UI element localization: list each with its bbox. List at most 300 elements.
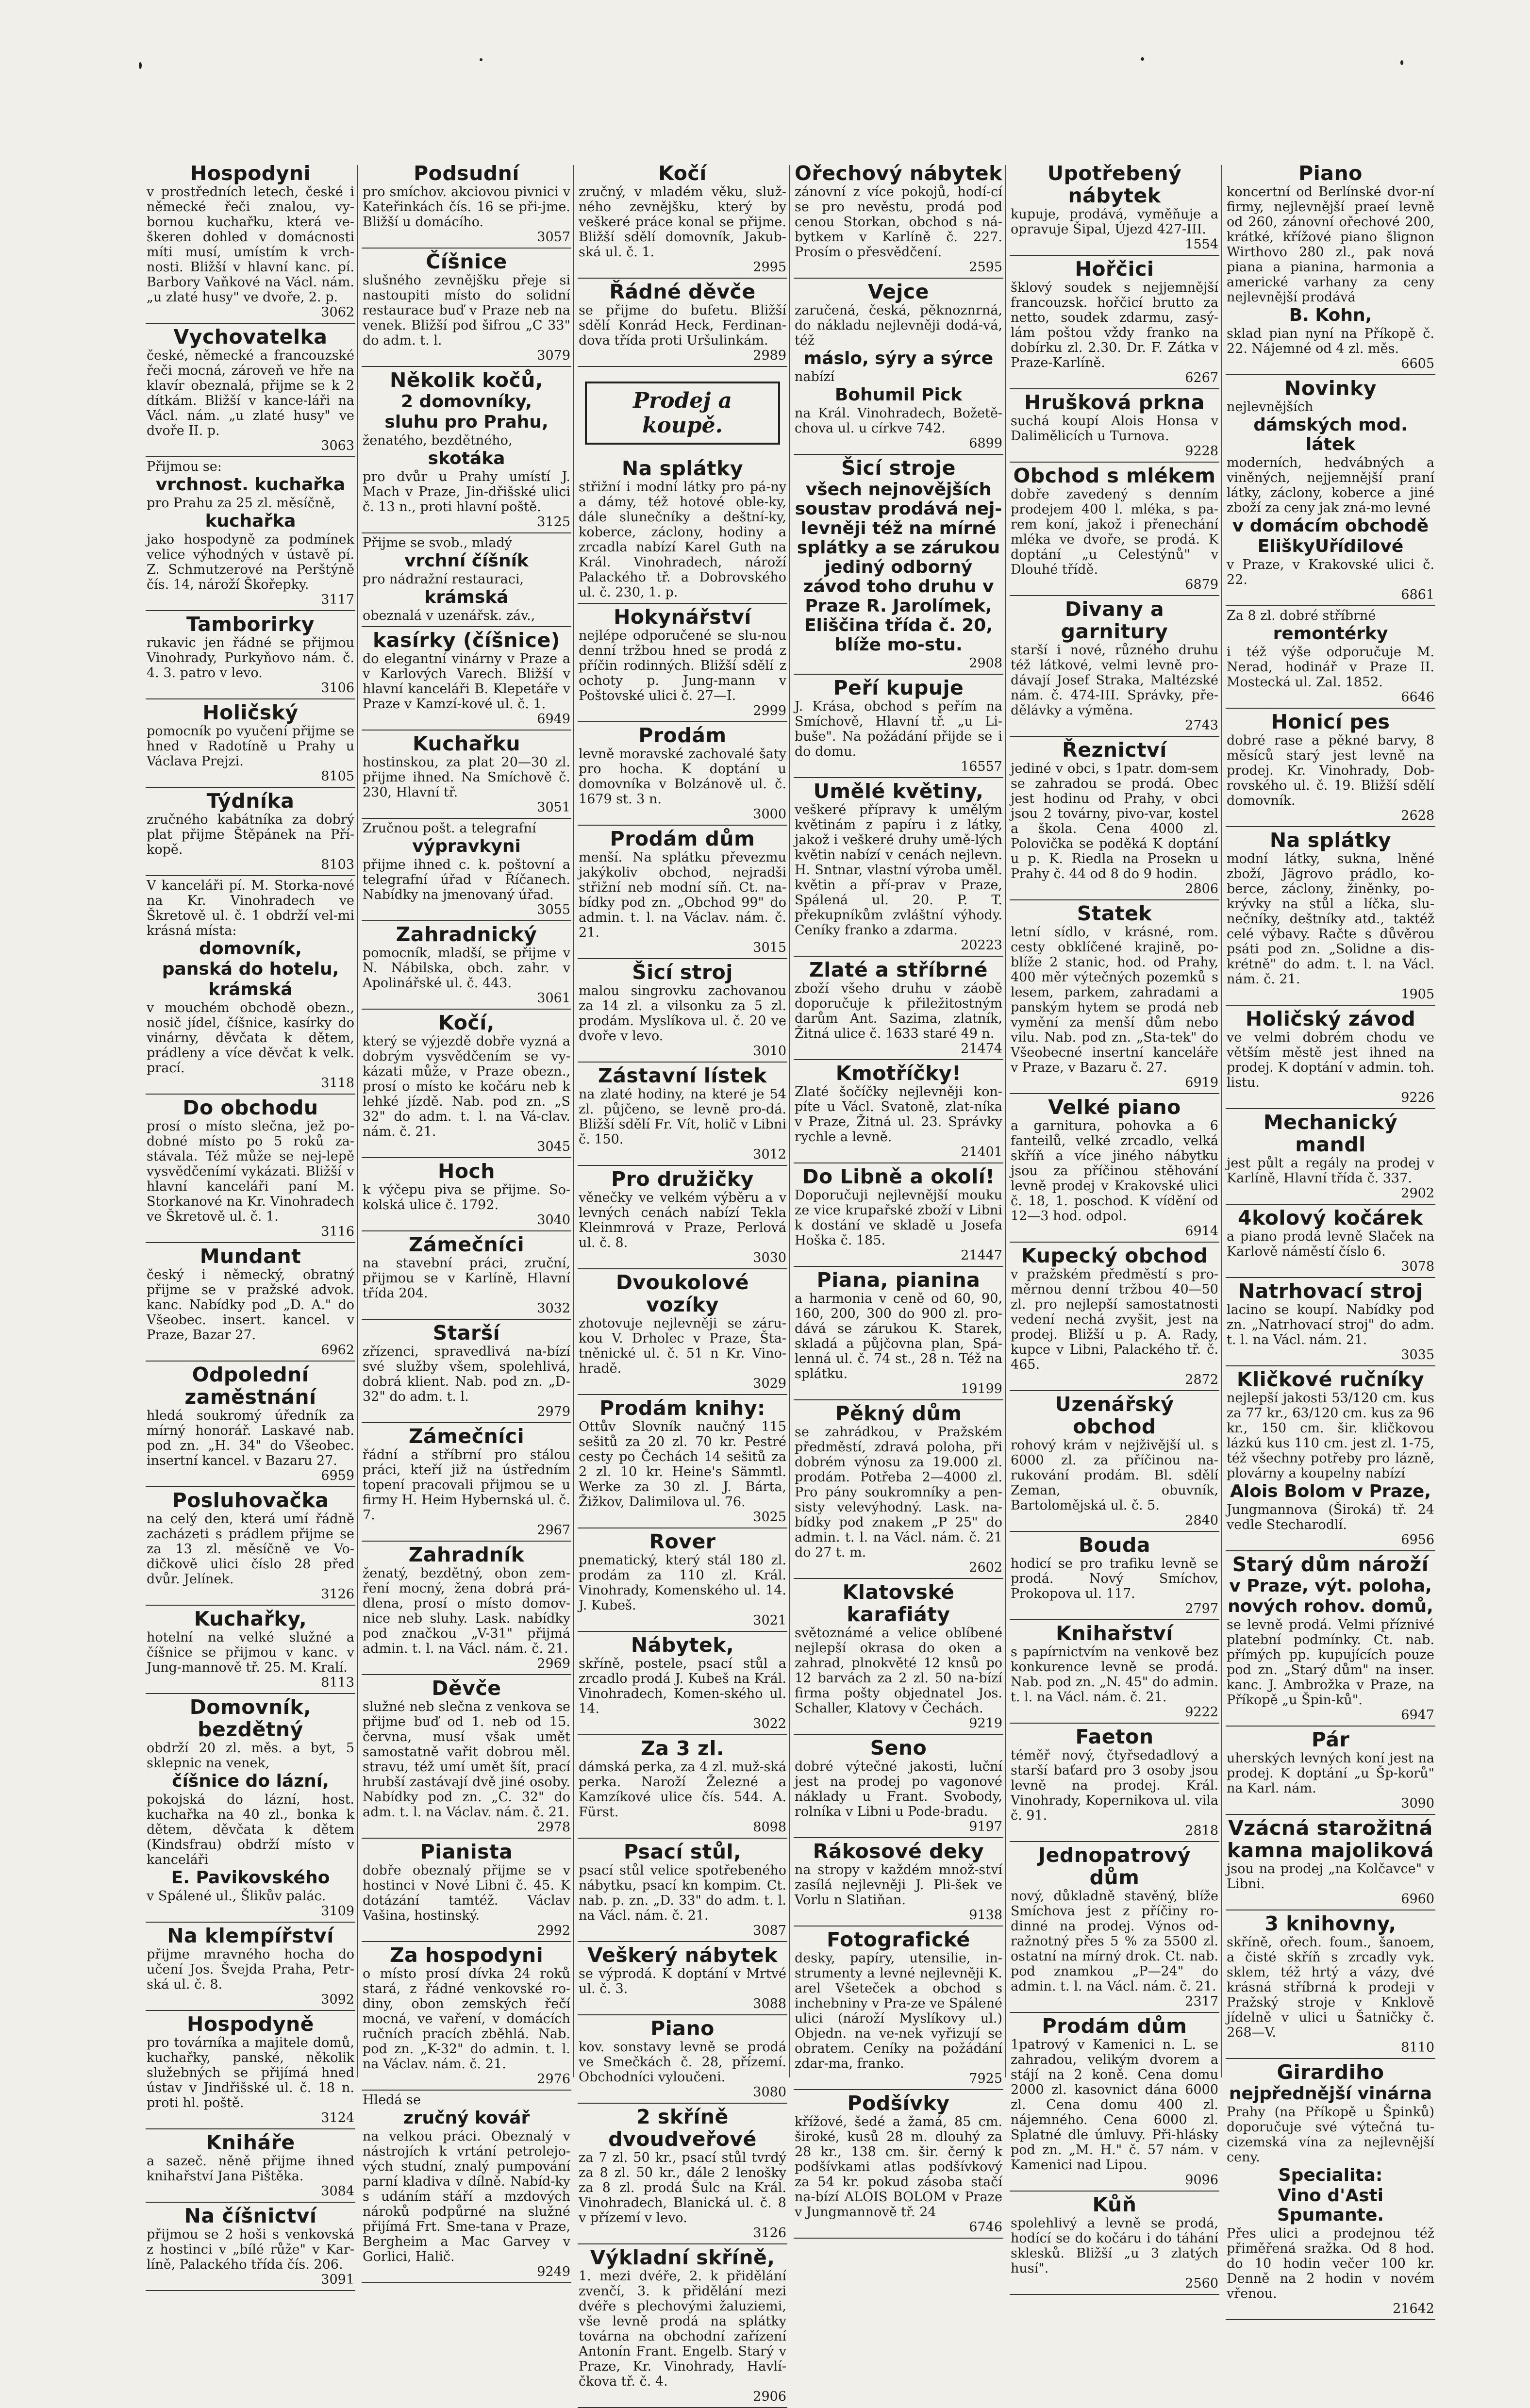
advert [146,1606,355,1694]
advert [578,959,787,1063]
ad-heading: Umělé květiny, [813,780,984,803]
ad-number: 3109 [321,1904,354,1919]
ad-number: 3080 [753,2085,786,2100]
advert [362,819,571,921]
advert [578,279,787,367]
ad-text: hotelní na velké služné a číšnice se přijmou v kanc. v Jung-mannově tř. 25. M. Kralí. [147,1630,354,1675]
ad-heading: Prodám dům [610,827,755,850]
advert [146,1487,355,1606]
advert [578,160,787,279]
ad-text: téměř nový, čtyřsedadlový a starší baťard pro 3 osoby jsou levně na prodej. Král. Vinohrady, Kopernikova ul. vila č. 91. [1011,1748,1218,1823]
ad-number: 3021 [753,1613,786,1628]
ad-heading: Zástavní lístek [598,1064,767,1087]
advert [578,1528,787,1632]
ad-text: koncertní od Berlínské dvor-ní firmy, nejlevnější praeí levně od 260, zánovní ořechové 200, krátké, křížové piano šlignon Wirthovo 280 zl., pak nová piana a pianina, harmonia a americké varhany za ceny nejlevnější prodává [1227,184,1434,305]
ad-heading: Kuchařku [412,732,521,755]
ad-text: pro nádražní restauraci, [363,572,524,587]
ad-number: 1905 [1401,987,1434,1002]
ad-heading: Vzácná starožitná kamna majoliková [1227,1816,1434,1862]
column-3 [578,160,787,2404]
ad-heading: Děvče [432,1677,501,1700]
advert [794,1926,1003,2090]
ad-subheading: Alois Bolom v Praze, [1230,1481,1431,1501]
ad-heading: Rover [649,1530,716,1553]
ad-text: zaručená, česká, pěknoznrná, do nákladu nejlevněji dodá-vá, též [795,303,1002,348]
advert [1010,1532,1219,1620]
ad-number: 9249 [537,2264,570,2279]
ad-heading: Pár [1311,1728,1350,1751]
ad-text: Zručnou pošt. a telegrafní [363,821,536,836]
ad-text: modní látky, sukna, lněné zboží, Jägrovo prádlo, ko-berce, záclony, žiněnky, po-krývky na stůl a líčka, slu-nečníky, deštníky atd., taktéž celé výbavy. Račte s důvěrou psáti pod zn. „Solidne a dis-krétně" do adm. t. l. na Václ. nám. č. 21. [1227,851,1434,987]
ad-number: 2967 [537,1523,570,1538]
ad-number: 2317 [1185,1994,1218,2009]
ad-subheading: skotáka [428,448,505,468]
ad-number: 2908 [969,656,1002,671]
ad-text: Přijmou se: [147,459,222,474]
column-4 [794,160,1003,2235]
column-6 [1226,160,1435,2316]
ad-text: služné neb slečna z venkova se přijme buď od 1. neb od 15. června, musí však umět samostatně vařit dobrou měl. stravu, též umí umět šít, prací hrubší zastávají dvě jiné osoby. Nabídky pod zn. „C. 32" do adm. t. l. na Václav. nám. č. 21. [363,1699,570,1820]
ad-heading: Seno [870,1736,927,1760]
column-rule [573,165,574,2077]
ad-text: zřízenci, spravedlivá na-bízí své služby všem, spolehlivá, dobrá klient. Nab. pod zn. „D-32" do adm. t. l. [363,1344,570,1404]
column-5 [1010,160,1219,2291]
advert [578,826,787,959]
advert [578,604,787,722]
advert [146,1095,355,1243]
ad-number: 9138 [969,1908,1002,1923]
ad-number: 6959 [321,1468,354,1483]
ad-text: jako hospodyně za podmínek velice výhodných v ústavě pí. Z. Schmutzerové na Perštýně čís. 14, nároží Škořepky. [147,532,354,592]
advert [362,1010,571,1158]
ad-number: 3029 [753,1376,786,1391]
ad-heading: Na číšnictví [184,2204,317,2227]
ad-text: a piano prodá levně Slaček na Karlově náměstí číslo 6. [1227,1229,1434,1259]
ad-text: nejlépe odporučené se slu-nou denní tržbou hned se prodá z příčin rodinných. Bližší sdělí z ochoty p. Jung-mann v Poštovské ulici č. 27—I. [579,628,786,703]
ad-heading: Řádné děvče [609,280,756,303]
ad-number: 2602 [969,1560,1002,1575]
ad-subheading: nejpřednější vinárna [1229,2084,1432,2104]
ad-heading: Bouda [1078,1533,1151,1557]
ad-number: 3012 [753,1147,786,1162]
ad-text: dobře zavedený s denním prodejem 400 l. mléka, s pa-rem koní, jakož i přenechání mléka ve dvoře, se prodá. K doptání „u Celestýnů" v Dlouhé třídě. [1011,487,1218,577]
ad-text: spolehlivý a levně se prodá, hodící se do kočáru i do táhání sklesků. Bližší „u 3 zlatých husí". [1011,2216,1218,2276]
ad-heading: Rákosové deky [813,1840,984,1863]
ad-number: 3025 [753,1510,786,1525]
advert [578,2244,787,2408]
ad-number: 3125 [537,515,570,530]
advert [1226,1366,1435,1551]
advert [362,1231,571,1320]
advert [578,2015,787,2104]
ad-text: na zlaté hodiny, na které je 54 zl. půjčeno, se levně pro-dá. Bližší sdělí Fr. Vít, holič v Libni č. 150. [579,1087,786,1147]
ad-text: 1. mezi dvéře, 2. k přidělání zvenčí, 3. k přidělání mezi dvéře s plechovými žaluziemi, vše levně prodá na splátky továrna na obchodní zařízení Antonín Frant. Engelb. Starý v Praze, Kr. Vinohrady, Havlí-čkova tř. č. 4. [579,2269,786,2389]
ad-number: 2797 [1185,1601,1218,1616]
ad-number: 6949 [537,712,570,727]
ad-heading: Upotřebený nábytek [1047,162,1182,207]
ad-number: 2818 [1185,1823,1218,1838]
advert [146,1362,355,1487]
ad-heading: Klatovské karafiáty [842,1580,955,1626]
ad-number: 3079 [537,348,570,363]
ad-text: Prahy (na Příkopě u Špinků) doporučuje své výtečná tu-cizemská vína za nejlevnější ceny. [1227,2105,1434,2165]
advert [578,1942,787,2015]
ad-number: 21401 [961,1145,1002,1160]
ad-text: obeznalá v uzenářsk. záv., [363,608,535,623]
advert [362,1423,571,1542]
ad-text: hodicí se pro trafiku levně se prodá. Nový Smíchov, Prokopova ul. 117. [1011,1556,1218,1601]
advert [1010,737,1219,900]
ad-text: a garnitura, pohovka a 6 fanteilů, velké zrcadlo, velká skříň a více jiného nábytku jsou za příčinou stěhování levně prodej v Krakovské ulici č. 18, 1. poschod. K vídění od 12—3 hod. odpol. [1011,1118,1218,1224]
ad-heading: Prodám [638,724,727,747]
ad-text: pokojská do lázní, host. kuchařka na 40 zl., bonka k dětem, děvčata k dětem (Kindsfrau) obdrží místo v kanceláři [147,1792,354,1867]
ad-text: pro Prahu za 25 zl. měsíčně, [147,496,335,511]
ad-number: 3062 [321,305,354,320]
advert [1010,160,1219,256]
ad-text: zručný, v mladém věku, služ-ného zevnějšku, který by veškeré práce konal se přijme. Bližší sdělí domovník, Jakub-ská ul. č. 1. [579,184,786,260]
ad-number: 2999 [753,703,786,718]
ad-number: 2978 [537,1820,570,1835]
ad-text: na celý den, která umí řádně zacházeti s prádlem přijme se za 13 zl. měsíčně ve Vo-dičkově ulici číslo 28 před dvůr. Jelínek. [147,1511,354,1587]
ad-subheading: Bohumil Pick [834,385,963,405]
ad-text: Hledá se [363,2092,421,2108]
ad-number: 3010 [753,1044,786,1059]
ad-text: pnematický, který stál 180 zl. prodám za 110 zl. Král. Vinohrady, Komenského ul. 14. J. Kubeš. [579,1553,786,1613]
advert [578,1735,787,1839]
ad-text: moderních, hedvábných a viněných, nejjemnější praní látky, záclony, koberce a jiné zboží za ceny jak zná-mo levné [1227,455,1434,515]
ad-heading: Do obchodu [183,1096,318,1119]
advert [794,1735,1003,1838]
advert [794,1838,1003,1926]
ad-heading: Tamborirky [186,613,315,636]
ad-text: letní sídlo, v krásné, rom. cesty obklíčené krajině, po-blíže 2 stanic, hod. od Prahy, 400 měr výtečných pozemků s lesem, parkem, zahradami a panským hytem se prodá neb vymění za menší dům nebo vilu. Nab. pod zn. „Sta-tek" do Všeobecné insertní kanceláře v Praze, v Bazaru č. 27. [1011,925,1218,1075]
ad-text: ve velmi dobrém chodu ve větším městě jest ihned na prodej. K doptání v admin. toh. listu. [1227,1030,1434,1090]
advert [1010,463,1219,596]
advert [1226,160,1435,375]
ad-number: 2992 [537,1923,570,1938]
advert [146,1243,355,1362]
advert [1226,1006,1435,1109]
advert [146,2203,355,2291]
advert [578,455,787,604]
ad-text: který se výjezdě dobře vyzná a dobrým vysvědčením se vy-kázati může, v Praze obezn., prosí o místo ke kočáru neb k lehké jízdě. Nab. pod zn. „S 32" do adm. t. l. na Vá-clav. nám. č. 21. [363,1034,570,1139]
advert [794,778,1003,957]
ad-number: 8103 [321,857,354,872]
ad-number: 3092 [321,1992,354,2007]
advert [794,1060,1003,1163]
ad-text: menší. Na splátku převezmu jakýkoliv obchod, nejradši střižní neb modní síň. Ct. na-bídky pod zn. „Obchod 99" do admin. t. l. na Václav. nám. č. 21. [579,850,786,940]
ad-heading: Uzenářský obchod [1055,1393,1174,1438]
ad-text: Přijme se svob., mladý [363,535,512,550]
ad-number: 3035 [1401,1347,1434,1362]
ad-text: sklad pian nyní na Příkopě č. 22. Nájemné od 4 zl. měs. [1227,326,1434,356]
advert [1010,256,1219,389]
column-rule [1005,165,1006,2077]
advert [362,1675,571,1839]
ad-heading: Hoch [438,1160,495,1183]
ad-text: a sazeč. něně přijme ihned knihařství Jana Pištěka. [147,2154,354,2184]
advert [362,1542,571,1675]
ad-text: lacino se koupí. Nabídky pod zn. „Natrhovací stroj" do adm. t. l. na Václ. nám. 21. [1227,1302,1434,1347]
ad-number: 6879 [1185,577,1218,592]
ad-number: 2872 [1185,1372,1218,1387]
ad-heading: Posluhovačka [172,1489,329,1512]
ad-text: na stavební práci, zruční, přijmou se v Karlíně, Hlavní třída 204. [363,1256,570,1301]
advert [1010,1094,1219,1243]
ad-text: uherských levných koní jest na prodej. K doptání „u Šp-korů" na Karl. nám. [1227,1751,1434,1796]
ad-heading: Hokynářství [614,605,751,629]
ad-heading: Mundant [200,1245,301,1268]
ad-subheading: dámských mod. látek [1253,415,1408,454]
ad-heading: Hospodyně [187,2012,314,2036]
ad-heading: Kočí [658,162,707,185]
ad-text: kupuje, prodává, vyměňuje a opravuje Šipal, Újezd 427-III. [1011,207,1218,237]
ad-number: 21642 [1393,2301,1434,2316]
ad-number: 7925 [969,2071,1002,2086]
advert [1226,1109,1435,1205]
advert [1010,2013,1219,2192]
advert [794,1400,1003,1579]
ad-number: 21447 [961,1248,1002,1263]
ad-heading: Pěkný dům [835,1402,962,1425]
ad-heading: Hořčici [1075,257,1154,281]
ad-heading: kasírky (číšnice) [373,629,560,652]
ad-text: 1patrový v Kamenici n. L. se zahradou, velikým dvorem a stájí na 2 koně. Cena domu 2000 zl. kasovnict dána 6000 zl. Cena domu 400 zl. nájemného. Cena 6000 zl. Splatné dle úmluvy. Při-hlásky pod zn. „M. H." č. 57 nám. v Kamenici nad Lipou. [1011,2037,1218,2173]
ad-text: kov. sonstavy levně se prodá ve Smečkách č. 28, přízemí. Obchodníci vyloučeni. [579,2040,786,2085]
ad-subheading: máslo, sýry a sýrce [803,349,994,368]
ad-text: jest půlt a regály na prodej v Karlíně, Hlavní třída č. 337. [1227,1156,1434,1186]
ad-text: šklový soudek s nejjemnější francouzsk. hořčicí brutto za netto, soudek zdarmu, zasý-lám poštou vždy franko na dobírku zl. 2.30. Dr. F. Zátka v Praze-Karlíně. [1011,280,1218,370]
ad-number: 3022 [753,1716,786,1731]
ad-number: 3084 [321,2184,354,2199]
advert [146,1694,355,1923]
ad-number: 2989 [753,348,786,363]
ad-text: za 7 zl. 50 kr., psací stůl tvrdý za 8 zl. 50 kr., dále 2 lenošky za 8 zl. prodá Šulc na Král. Vinohradech, Blanická ul. č. 8 v přízemí v levo. [579,2150,786,2225]
ad-text: se zahrádkou, v Pražském předměstí, zdravá poloha, při dobrém výnosu za 19.000 zl. prodám. Potřeba 2—4000 zl. Pro pány soukromníky a pen-sisty velevýhodný. Lask. na-bídky pod znakem „P 25" do admin. t. l. na Václ. nám. č. 21 do 27 t. m. [795,1425,1002,1560]
ad-text: prosí o místo slečna, jež po-dobné místo po 5 roků za-stávala. Též může se nej-lepě vysvědčenímí vykázati. Bližší v hlavní kanceláři paní M. Storkanové na Kr. Vinohradech ve Škretově ul. č. 1. [147,1119,354,1224]
advert [1226,1910,1435,2059]
ad-text: v prostředních letech, české i německé řeči znalou, vy-bornou kuchařku, která ve-škeren dohled v domácnosti míti musí, umístím k vrch-nosti. Bližší v hlavní kanc. pí. Barbory Vaňkové na Václ. nám. „u zlaté husy" ve dvoře, 2. p. [147,184,354,305]
ad-number: 6914 [1185,1224,1218,1239]
ad-subheading: domovník, [199,939,302,959]
ad-number: 2976 [537,2072,570,2087]
column-rule [357,165,358,2077]
advert [146,324,355,457]
ad-text: světoznámé a velice oblíbené nejlepší okrasa do oken a zahrad, plnokvěté 12 knsů po 12 barvách za 2 zl. 50 na-bízí firma pošty objednatel Jos. Schaller, Klatovy v Čechách. [795,1626,1002,1716]
ad-number: 6605 [1401,356,1434,371]
advert [578,1632,787,1735]
ad-heading: Do Libně a okolí! [802,1165,995,1188]
ad-heading: Obchod s mlékem [1013,464,1216,487]
ad-heading: Zámečníci [408,1233,525,1256]
ad-heading: Starší [432,1321,500,1345]
ad-heading: Divany a garnitury [1061,598,1168,643]
ad-heading: 2 skříně dvoudveřové [608,2105,757,2151]
ad-number: 6746 [969,2220,1002,2235]
newspaper-page [146,160,1451,2404]
ad-number: 6962 [321,1343,354,1358]
advert [794,279,1003,455]
ad-subheading: E. Pavikovského [171,1868,330,1888]
ad-heading: Týdníka [206,789,295,813]
column-rule [789,165,790,2077]
ad-text: pomocník po vyučení přijme se hned v Radotíně u Prahy u Václava Prejzi. [147,724,354,769]
ad-number: 3117 [321,592,354,607]
advert [362,627,571,731]
ad-subheading: Vino d'Asti Spumante. [1277,2186,1384,2225]
ad-text: nový, důkladně stavěný, blíže Smíchova jest z příčiny ro-dinné na prodej. Výnos od-ražnotný přes 5 % za 5500 zl. ostatní na mírný drok. Ct. nab. pod znamkou „P—24" do admin. t. l. na Václ. nám. č. 21. [1011,1889,1218,1994]
ad-heading: Nábytek, [631,1633,734,1657]
advert [578,1166,787,1269]
ad-text: nejlepší jakosti 53/120 cm. kus za 77 kr., 63/120 cm. kus za 96 kr., 150 cm. šir. kličkovou lázkú kus 110 cm. jest zl. 1-75, též všechny potřeby pro lázně, plovárny a koupelny nabízí [1227,1391,1434,1481]
ad-heading: Psací stůl, [623,1840,742,1863]
ad-number: 3126 [321,1587,354,1602]
ad-text: v pražském předměstí s pro-měrnou denní tržbou 40—50 zl. pro nejlepší samostatnosti vedení nechá zvyšit, jest na prodej. Bližší u p. A. Rady, kupce v Libni, Palackého tř. č. 465. [1011,1267,1218,1372]
ad-text: pomocník, mladší, se přijme v N. Nábilska, obch. zahr. v Apolinářské ul. č. 443. [363,946,570,991]
ad-text: o místo prosí dívka 24 roků stará, z řádné venkovské ro-diny, obon zemských řečí mocná, ve vaření, v domácích ručních pracích zběhlá. Nab. pod zn. „K-32" do admin. t. l. na Václav. nám. č. 21. [363,1966,570,2072]
ad-heading: Knihařství [1056,1622,1173,1645]
ad-subheading: v Praze, výt. poloha, [1229,1576,1432,1596]
ad-subheading: 2 domovníky, [400,392,532,412]
ad-number: 6646 [1401,690,1434,705]
ad-number: 3090 [1401,1796,1434,1811]
ad-number: 3124 [321,2110,354,2126]
advert [146,2129,355,2203]
advert [1010,1391,1219,1532]
ad-subheading: krámská [208,980,293,999]
advert [794,2090,1003,2239]
ad-text: Jungmannova (Široká) tř. 24 vedle Stecharodlí. [1227,1502,1434,1532]
ad-heading: Na klempířství [167,1924,334,1947]
ad-text: dobře obeznalý přijme se v hostinci v Nové Libni č. 45. K dotázání tamtéž. Václav Vašina, hostinský. [363,1863,570,1923]
ad-heading: Hrušková prkna [1024,391,1205,414]
ad-text: suchá koupí Alois Honsa v Dalimělicích u Turnova. [1011,414,1218,444]
ad-text: desky, papíry, utensilie, in-strumenty a levné nejlevněji K. arel Všeteček a obchod s inchebniny v Pra-ze ve Spálené ulici (nároží Myslíkovy ul.) Objedn. na ve-nek vyřizují se obratem. Ceníky na požádání zdar-ma, franko. [795,1951,1002,2071]
ad-heading: Jednopatrový dům [1038,1843,1191,1889]
ad-heading: Za 3 zl. [641,1737,724,1760]
ad-heading: Velké piano [1048,1096,1181,1119]
ad-number: 3040 [537,1212,570,1228]
ad-text: přijmou se 2 hoši s venkovská z hostinci v „bílé růže" v Kar-líně, Palackého třída čís. 206. [147,2227,354,2272]
ad-number: 9096 [1185,2173,1218,2188]
ad-heading: Šicí stroje [841,456,956,480]
ad-text: Ottův Slovník naučný 115 sešitů za 20 zl. 70 kr. Pestré cesty po Čechách 14 sešitů za 2 zl. 10 kr. Heine's Sämmtl. Werke za 30 zl. J. Bárta, Žižkov, Dalimilova ul. 76. [579,1419,786,1510]
ad-text: starší i nové, různého druhu též látkové, velmi levně pro-dávají Josef Straka, Maltézské nám. č. 474-III. Správky, pře-dělávky a výměna. [1011,643,1218,718]
ad-heading: Vychovatelka [173,325,328,349]
ad-number: 8113 [321,1675,354,1690]
ad-text: pro dvůr u Prahy umístí J. Mach v Praze, Jin-dřišské ulici č. 13 n., proti hlavní poště. [363,469,570,515]
ad-heading: Podšívky [847,2092,950,2115]
ad-text: se přijme do bufetu. Bližší sdělí Konrád Heck, Ferdinan-dova třída proti Uršulinkám. [579,303,786,348]
ad-text: hledá soukromý úředník za mírný honorář. Laskavé nab. pod zn. „H. 34" do Všeobec. insertní kancel. v Bazaru 27. [147,1408,354,1468]
advert [146,788,355,876]
ad-text: i též výše odporučuje M. Nerad, hodinář v Praze II. Mostecká ul. Zal. 1852. [1227,645,1434,690]
ad-heading: Novinky [1284,377,1377,400]
advert [794,455,1003,675]
advert [1226,2059,1435,2320]
ad-number: 3051 [537,800,570,815]
ad-heading: Kniháře [206,2131,295,2154]
ad-subheading: zručný kovář [403,2108,530,2128]
ad-text: řádní a stříbrní pro stálou práci, kteří již na ústředním topení pracovali přijmou se u firmy H. Heim Hybernská ul. č. 7. [363,1447,570,1523]
advert [1226,827,1435,1006]
ad-heading: Pro družičky [611,1167,754,1191]
ad-text: na stropy v každém množ-ství zasílá nejlevněji J. Pli-šek ve Vorlu n Slatiňan. [795,1862,1002,1908]
ad-heading: 4kolový kočárek [1238,1206,1423,1229]
advert [794,957,1003,1060]
ad-heading: Girardiho [1277,2060,1384,2084]
ad-number: 2995 [753,260,786,275]
ad-heading: Výkladní skříně, [590,2246,775,2269]
section-title: Prodej a koupě. [585,382,780,445]
advert [578,1839,787,1942]
advert [146,2011,355,2129]
ad-text: se výprodá. K doptání v Mrtvé ul. č. 3. [579,1966,786,1996]
ad-number: 3063 [321,438,354,453]
advert [1226,1205,1435,1278]
ad-number: 21474 [961,1041,1002,1056]
ad-text: skříně, ořech. foum., šanoem, a čisté skříň s zrcadly vyk. sklem, též hrtý a vázy, dvé krásná stříbrná k prodeji v Pražský stroje v Knklově jídelně v ulici u Šatničky č. 268—V. [1227,1935,1434,2040]
ad-text: veškeré přípravy k umělým květinám z papíru i z látky, jakož i veškeré druhy umě-lých květin nabízí v cenách nejlevn. H. Sntnar, vlastní výroba uměl. květin a pří-prav v Praze, Spálená ul. 20. P. T. překupníkům zvláštní výhody. Ceníky franko a zdarma. [795,802,1002,938]
ad-subheading: nových rohov. domů, [1228,1596,1433,1616]
ad-number: 3030 [753,1250,786,1265]
ad-heading: Zámečníci [408,1425,525,1448]
ad-number: 19199 [961,1381,1002,1396]
advert [362,921,571,1010]
ad-heading: Odpolední zaměstnání [184,1363,316,1409]
ad-number: 2969 [537,1656,570,1671]
ad-heading: Holičský [202,701,299,724]
advert [1226,606,1435,709]
ad-subheading: číšnice do lázní, [172,1771,329,1791]
ad-subheading: EliškyUřídilové [1257,536,1404,556]
print-speck [1141,57,1144,61]
advert [1010,596,1219,737]
ad-subheading: Specialita: [1278,2165,1383,2185]
ad-heading: Piana, pianina [816,1268,981,1292]
ad-heading: Faeton [1075,1725,1154,1748]
ad-number: 3091 [321,2272,354,2287]
ad-number: 9197 [969,1819,1002,1834]
ad-number: 2906 [753,2389,786,2404]
ad-heading: Zlaté a stříbrné [809,958,988,981]
ad-heading: Pianista [420,1840,513,1863]
ad-text: Zlaté šočíčky nejlevněji kon-píte u Václ. Svatoně, zlat-níka v Praze, Žitná ul. 23. Správky rychle a levně. [795,1084,1002,1145]
print-speck [1400,60,1403,65]
ad-text: k výčepu piva se přijme. So-kolská ulice č. 1792. [363,1182,570,1212]
ad-text: jediné v obci, s 1patr. dom-sem se zahradou se prodá. Obec jest hodinu od Prahy, v obci jsou 2 továrny, pivo-var, kostel a škola. Cena 4000 zl. Polovička se poděká K doptání u p. K. Riedla na Prosekn u Prahy č. 44 od 8 do 9 hodin. [1011,761,1218,881]
ad-number: 3000 [753,807,786,822]
ad-heading: Veškerý nábytek [587,1943,778,1967]
ad-heading: Statek [1077,902,1152,925]
ad-text: Přes ulici a prodejnou též přiměřená sražka. Od 8 hod. do 10 hodin večer 100 kr. Denně na 2 hodin v novém vřenou. [1227,2226,1434,2301]
ad-text: český i německý, obratný přijme se v pražské advok. kanc. Nabídky pod „D. A." do Všeobec. insert. kancel. v Praze, Bazar 27. [147,1267,354,1343]
ad-text: Doporučuji nejlevnější mouku ze vice krupařské zboží v Libni k dostání ve skladě u Josefa Hoška č. 185. [795,1188,1002,1248]
ad-heading: Piano [650,2017,715,2040]
ad-text: psací stůl velice spotřebeného nábytku, psací kn kompim. Ct. nab. p. zn. „D. 33" do adm. t. l. na Václ. nám. č. 21. [579,1863,786,1923]
advert [578,1063,787,1166]
ad-heading: Prodám dům [1042,2014,1187,2038]
ad-text: se levně prodá. Velmi příznivé platební podmínky. Ct. nab. přímých pp. kupujících pouze pod zn. „Starý dům" na inser. kanc. J. Ambrožka v Praze, na Příkopě „u Špin-ků". [1227,1617,1434,1708]
ad-text: ženatý, bezdětný, obon zem-ření mocný, žena dobrá prá-dlena, prosí o místo domov-nice neb sluhy. Lask. nabídky pod značkou „V-31" přijmá admin. t. l. na Václ. nám. č. 21. [363,1566,570,1656]
ad-heading: Honicí pes [1271,710,1390,733]
advert [362,1839,571,1942]
ad-text: rohový krám v nejživější ul. s 6000 zl. za příčinou na-rukování prodám. Bl. sdělí Zeman, obuvník, Bartolomějská ul. č. 5. [1011,1438,1218,1513]
ad-subheading: všech nejnovějších soustav prodává nej-levněji též na mírné splátky a se zárukou jediný odborný závod toho druhu v Praze R. Jarolímek, Eliščina třída č. 20, blíže mo-stu. [795,480,1002,655]
ad-text: křížové, šedé a žamá, 85 cm. široké, kusů 28 m. dlouhý za 28 kr., 138 cm. šir. černý k podšívkami atlas podšívkový za 54 kr. pokud zásoba stačí na-bízí ALOIS BOLOM v Praze v Jungmannově tř. 24 [795,2114,1002,2220]
ad-number: 2628 [1401,808,1434,823]
advert [362,533,571,627]
